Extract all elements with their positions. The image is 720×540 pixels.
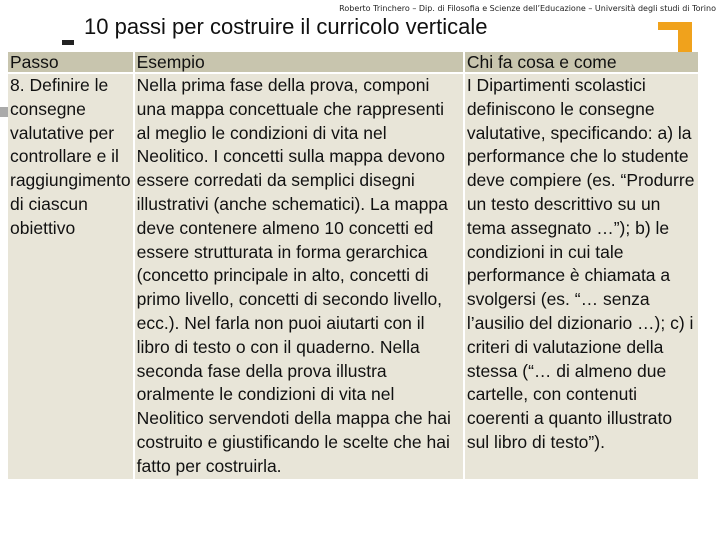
esempio-text: Nella prima fase della prova, componi una mappa concettuale che rappresenti al meglio le condizioni di vita nel Neolitico. I concetti sulla mappa devono essere corredati da semplici disegni illustrativi (anche schematici). La mappa deve contenere almeno 10 concetti ed essere strutturata in forma gerarchica (concetto principale in alto, concetti di primo livello, concetti di secondo livello, ecc.). Nel farla non puoi aiutarti con il libro di testo o con il quaderno. Nella seconda fase della prova illustra oralmente le condizioni di vita nel Neolitico servendoti della mappa che hai costruito e giustificando le scelte che hai fatto per costruirla. — [136, 75, 451, 476]
steps-table — [6, 50, 700, 481]
cell-passo — [8, 74, 133, 479]
header-chi-fa: Chi fa cosa e come — [465, 52, 698, 72]
table-row — [8, 74, 698, 479]
header-credit: Roberto Trinchero – Dip. di Filosofia e Scienze dell’Educazione – Università degli studi di Torino — [339, 4, 716, 13]
title-accent-bar — [62, 40, 74, 45]
slide-title: 10 passi per costruire il curricolo verticale — [84, 14, 488, 39]
brand-logo-icon — [658, 22, 692, 52]
table-header-row — [8, 52, 698, 72]
cell-esempio — [135, 74, 463, 479]
cell-chi-fa — [465, 74, 698, 479]
chi-fa-text: I Dipartimenti scolastici definiscono le consegne valutative, specificando: a) la performance che lo studente deve compiere (es. “Produrre un testo descrittivo su un tema assegnato …”); b) le condizioni in cui tale performance è chiamata a svolgersi (es. “… senza l’ausilio del dizionario …); c) i criteri di valutazione della stessa (“… di almeno due cartelle, con contenuti coerenti a quanto illustrato sul libro di testo”). — [466, 75, 695, 452]
passo-text: 8. Definire le consegne valutative per controllare e il raggiungimento di ciascun obiettivo — [10, 75, 131, 238]
header-esempio: Esempio — [135, 52, 463, 72]
header-passo: Passo — [8, 52, 133, 72]
